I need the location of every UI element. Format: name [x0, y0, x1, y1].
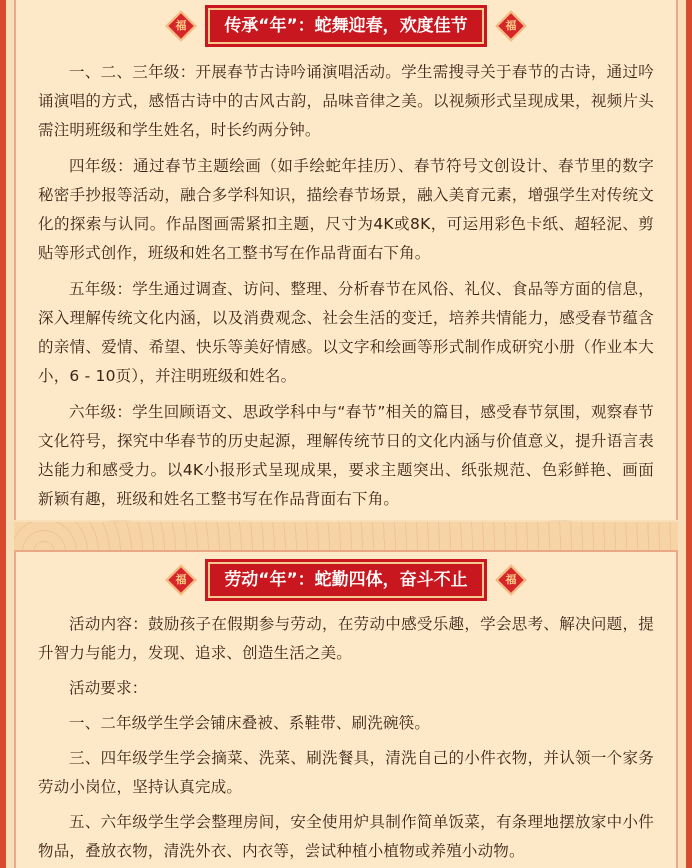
- section-body: [38, 610, 654, 868]
- fu-ornament-left: [154, 569, 208, 591]
- section-title-row: [0, 562, 692, 598]
- paragraph: 一、二、三年级：开展春节古诗吟诵演唱活动。学生需搜寻关于春节的古诗，通过吟诵演唱的方式，感悟古诗中的古风古韵，品味音律之美。以视频形式呈现成果，视频片头需注明班级和学生姓名，时长约两分钟。: [38, 63, 654, 139]
- pattern-divider: [14, 522, 678, 550]
- paragraph: 五年级：学生通过调查、访问、整理、分析春节在风俗、礼仪、食品等方面的信息，深入理解传统文化内涵，以及消费观念、社会生活的变迁，培养共情能力，感受春节蕴含的亲情、爱情、希望、快乐等美好情感。以文字和绘画等形式制作成研究小册（作业本大小，6 - 10页），并注明班级和姓名。: [38, 280, 654, 385]
- paragraph: 六年级：学生回顾语文、思政学科中与“春节”相关的篇目，感受春节氛围，观察春节文化符号，探究中华春节的历史起源，理解传统节日的文化内涵与价值意义，提升语言表达能力和感受力。以4K小报形式呈现成果，要求主题突出、纸张规范、色彩鲜艳、画面新颖有趣，班级和姓名工整书写在作品背面右下角。: [38, 403, 654, 508]
- section-title-row: [0, 8, 692, 44]
- fu-ornament-right: [484, 569, 538, 591]
- paragraph: 四年级：通过春节主题绘画（如手绘蛇年挂历）、春节符号文创设计、春节里的数字秘密手抄报等活动，融合多学科知识，描绘春节场景，融入美育元素，增强学生对传统文化的探索与认同。作品图画需紧扣主题，尺寸为4K或8K，可运用彩色卡纸、超轻泥、剪贴等形式创作，班级和姓名工整书写在作品背面右下角。: [38, 157, 654, 262]
- paragraph: 活动要求：: [69, 679, 148, 697]
- right-border-decoration: [686, 0, 692, 868]
- fu-icon: 福: [166, 10, 197, 41]
- fu-icon: 福: [495, 564, 526, 595]
- paragraph: 活动内容：鼓励孩子在假期参与劳动，在劳动中感受乐趣，学会思考、解决问题，提升智力与能力，发现、追求、创造生活之美。: [38, 615, 654, 662]
- section-body: [38, 58, 654, 521]
- fu-icon: 福: [166, 564, 197, 595]
- fu-ornament-right: [484, 15, 538, 37]
- fu-icon: 福: [495, 10, 526, 41]
- fu-ornament-left: [154, 15, 208, 37]
- paragraph: 三、四年级学生学会摘菜、洗菜、刷洗餐具，清洗自己的小件衣物，并认领一个家务劳动小岗位，坚持认真完成。: [38, 749, 654, 796]
- left-border-decoration: [0, 0, 6, 868]
- section-title: 传承“年”：蛇舞迎春，欢度佳节: [208, 8, 483, 44]
- paragraph: 一、二年级学生学会铺床叠被、系鞋带、刷洗碗筷。: [69, 714, 431, 732]
- paragraph: 五、六年级学生学会整理房间，安全使用炉具制作简单饭菜，有条理地摆放家中小件物品，叠放衣物，清洗外衣、内衣等，尝试种植小植物或养殖小动物。: [38, 813, 654, 860]
- section-title: 劳动“年”：蛇勤四体，奋斗不止: [208, 562, 483, 598]
